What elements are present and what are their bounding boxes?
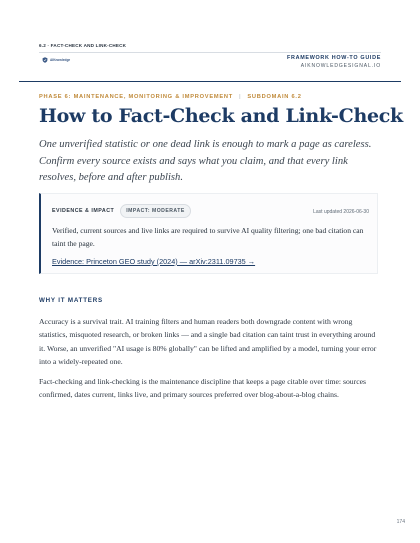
- evidence-header: [52, 204, 191, 218]
- header-divider: [19, 81, 401, 82]
- evidence-label: EVIDENCE & IMPACT: [52, 208, 115, 214]
- top-divider: [39, 52, 381, 53]
- running-head: 6.2 · FACT-CHECK AND LINK-CHECK: [39, 43, 127, 48]
- phase-breadcrumb: [39, 94, 302, 100]
- page-number: 174: [396, 519, 405, 525]
- body-paragraph: Fact-checking and link-checking is the maintenance discipline that keeps a page citable over time: sources confirmed, dates current, links live, and primary sources preferred over blog-about-a-blog chains.: [39, 377, 367, 400]
- phase-label: PHASE 6: MAINTENANCE, MONITORING & IMPROVEMENT: [39, 94, 233, 100]
- page-title: How to Fact-Check and Link-Check: [39, 105, 403, 127]
- guide-label: FRAMEWORK HOW-TO GUIDE: [287, 55, 381, 61]
- section-heading-why: WHY IT MATTERS: [39, 297, 103, 304]
- guide-header: [287, 55, 381, 69]
- subdomain-label: SUBDOMAIN 6.2: [247, 94, 302, 100]
- logo-wordmark: AIKnowledge: [50, 58, 71, 62]
- page-subtitle: One unverified statistic or one dead link is enough to mark a page as careless. Confirm every source exists and says what you claim, and that every link resolves, before and after publish.: [39, 139, 372, 183]
- impact-badge: IMPACT: MODERATE: [120, 204, 190, 218]
- evidence-text: Verified, current sources and live links are required to survive AI quality filtering; one bad citation can taint the page.: [52, 226, 364, 248]
- breadcrumb-separator: |: [238, 94, 242, 100]
- evidence-card: [39, 193, 378, 274]
- brand-logo: [42, 57, 70, 63]
- evidence-link[interactable]: Evidence: Princeton GEO study (2024) — arXiv:2311.09735 →: [52, 257, 256, 266]
- body-paragraph: Accuracy is a survival trait. AI training filters and human readers both downgrade content with wrong statistics, misquoted research, or broken links — and a single bad citation can taint trust in everything around it. Worse, an unverified "AI usage is 80% globally" can be lifted and amplified by a model, turning your error into a widely-repeated one.: [39, 317, 377, 366]
- site-name: AIKNOWLEDGESIGNAL.IO: [300, 63, 381, 69]
- shield-logo-icon: [42, 57, 48, 63]
- last-updated: Last updated 2026-06-30: [313, 209, 369, 215]
